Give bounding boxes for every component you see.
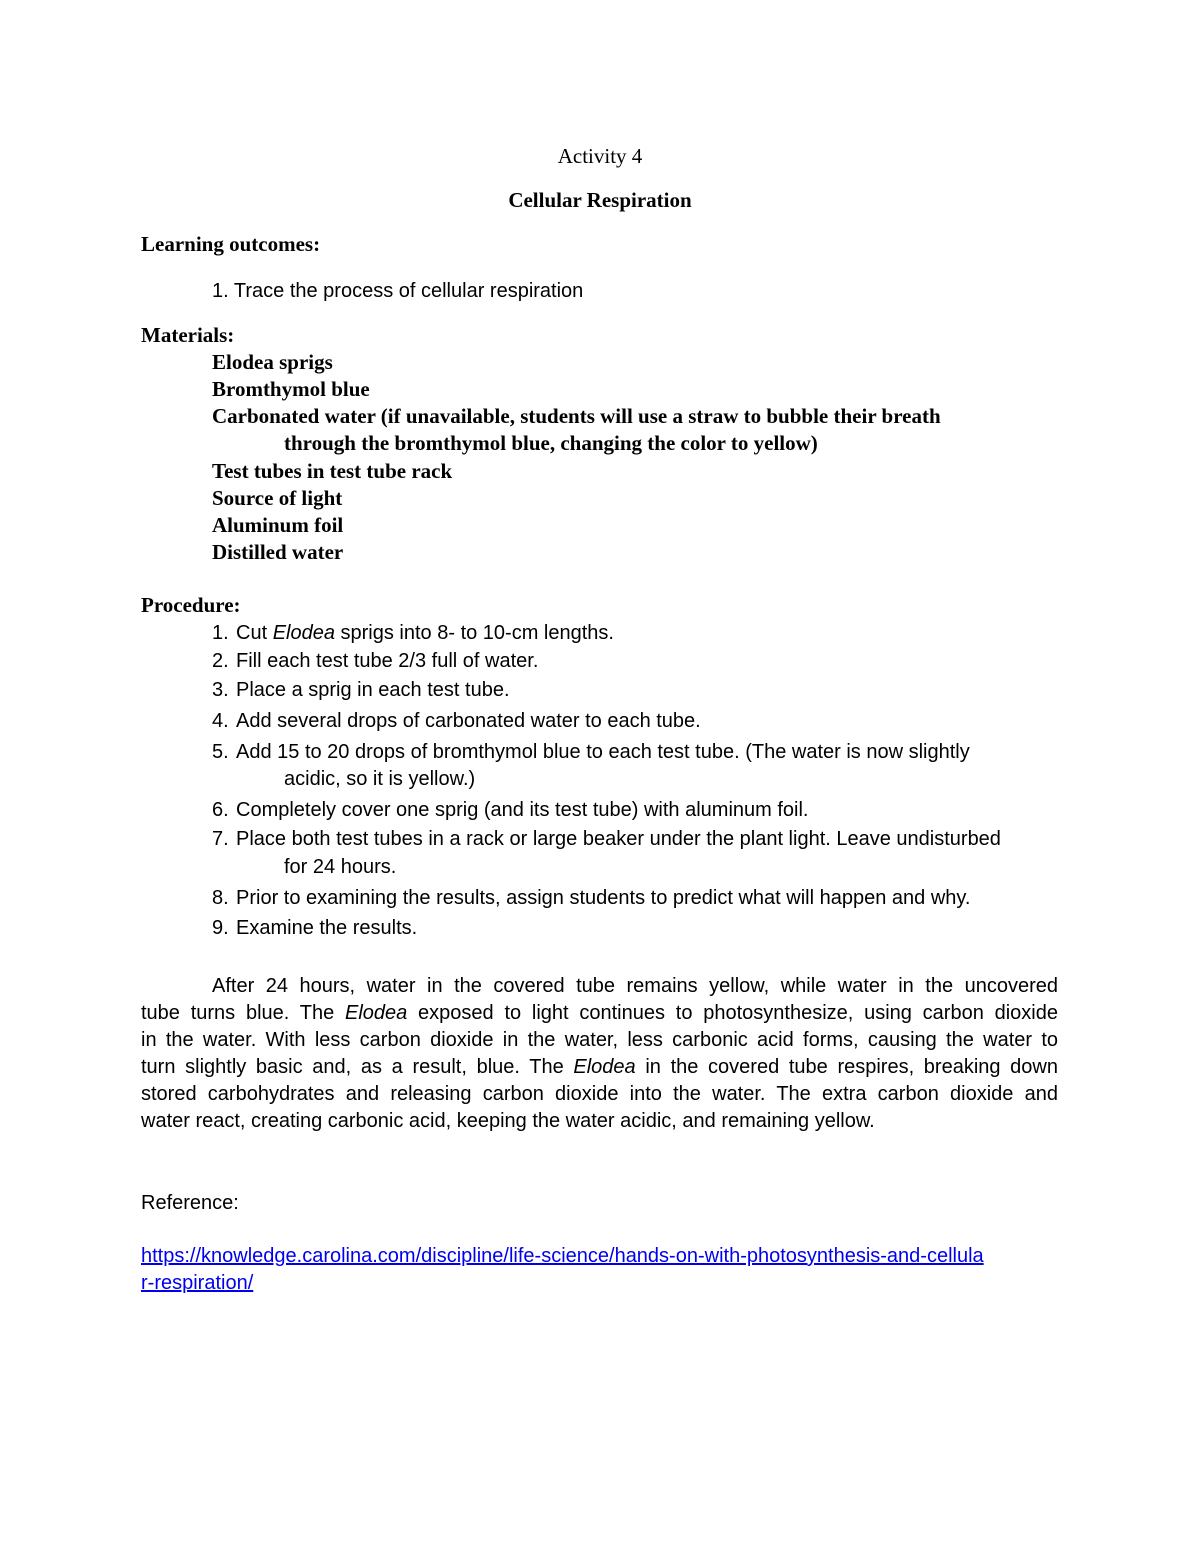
- step-text: Place both test tubes in a rack or large beaker under the plant light. Leave undisturbed: [236, 828, 1001, 850]
- step-number: 8.: [212, 887, 229, 909]
- paragraph-text: exposed to light continues to photosynthesize, using carbon dioxide: [407, 1003, 1058, 1024]
- paragraph-text: turn slightly basic and, as a result, blue. The: [141, 1057, 574, 1078]
- procedure-step: [212, 829, 1001, 849]
- step-number: 5.: [212, 741, 229, 763]
- step-text: Place a sprig in each test tube.: [236, 679, 510, 701]
- reference-link[interactable]: https://knowledge.carolina.com/discipline/life-science/hands-on-with-photosynthesis-and-cellula: [141, 1245, 984, 1267]
- results-paragraph-line: stored carbohydrates and releasing carbon dioxide into the water. The extra carbon dioxide and: [141, 1084, 1058, 1105]
- step-text: Add 15 to 20 drops of bromthymol blue to each test tube. (The water is now slightly: [236, 741, 970, 763]
- step-number: 6.: [212, 799, 229, 821]
- reference-link-continuation[interactable]: r-respiration/: [141, 1272, 254, 1294]
- step-text: Cut: [236, 622, 273, 644]
- materials-item-continuation: through the bromthymol blue, changing the color to yellow): [284, 431, 818, 455]
- step-number: 7.: [212, 828, 229, 850]
- results-paragraph-line: After 24 hours, water in the covered tube remains yellow, while water in the uncovered: [212, 976, 1058, 997]
- results-paragraph-line: [141, 1057, 1058, 1079]
- step-number: 3.: [212, 679, 229, 701]
- materials-item: Source of light: [212, 486, 343, 510]
- step-text: Completely cover one sprig (and its test tube) with aluminum foil.: [236, 799, 809, 821]
- materials-item: Bromthymol blue: [212, 377, 370, 401]
- learning-outcomes-heading: Learning outcomes:: [141, 232, 321, 256]
- step-number: 2.: [212, 650, 229, 672]
- step-text: Fill each test tube 2/3 full of water.: [236, 650, 539, 672]
- procedure-step: [212, 623, 614, 643]
- procedure-step: [212, 711, 701, 731]
- results-paragraph-line: [141, 1003, 1058, 1025]
- materials-item: Distilled water: [212, 540, 344, 564]
- step-number: 4.: [212, 710, 229, 732]
- materials-item: Carbonated water (if unavailable, students will use a straw to bubble their breath: [212, 404, 941, 428]
- step-text: sprigs into 8- to 10-cm lengths.: [334, 622, 614, 644]
- paragraph-text-italic: Elodea: [344, 1003, 408, 1024]
- step-text: Examine the results.: [236, 917, 418, 939]
- results-paragraph-line: water react, creating carbonic acid, keeping the water acidic, and remaining yellow.: [141, 1111, 875, 1132]
- step-text: Add several drops of carbonated water to each tube.: [236, 710, 701, 732]
- procedure-step: [212, 651, 538, 671]
- materials-item: Aluminum foil: [212, 513, 344, 537]
- step-text: Prior to examining the results, assign students to predict what will happen and why.: [236, 887, 971, 909]
- results-paragraph-line: in the water. With less carbon dioxide in the water, less carbonic acid forms, causing the water to: [141, 1030, 1058, 1051]
- step-text-italic: Elodea: [272, 622, 335, 644]
- paragraph-text: tube turns blue. The: [141, 1003, 345, 1024]
- step-number: 9.: [212, 917, 229, 939]
- activity-number: Activity 4: [557, 144, 643, 168]
- procedure-step: [212, 800, 808, 820]
- materials-item: Elodea sprigs: [212, 350, 333, 374]
- procedure-step: [212, 680, 510, 700]
- procedure-step: [212, 918, 417, 938]
- paragraph-text: in the covered tube respires, breaking down: [635, 1057, 1058, 1078]
- procedure-step: [212, 742, 970, 762]
- procedure-step-continuation: for 24 hours.: [284, 856, 397, 878]
- materials-item: Test tubes in test tube rack: [212, 459, 453, 483]
- procedure-heading: Procedure:: [141, 593, 241, 617]
- page-title: Cellular Respiration: [508, 188, 692, 212]
- learning-outcome-item: 1. Trace the process of cellular respiration: [212, 280, 584, 302]
- paragraph-text-italic: Elodea: [573, 1057, 636, 1078]
- reference-label: Reference:: [141, 1192, 239, 1214]
- procedure-step: [212, 888, 970, 908]
- step-number: 1.: [212, 622, 229, 644]
- materials-heading: Materials:: [141, 323, 235, 347]
- procedure-step-continuation: acidic, so it is yellow.): [284, 768, 476, 790]
